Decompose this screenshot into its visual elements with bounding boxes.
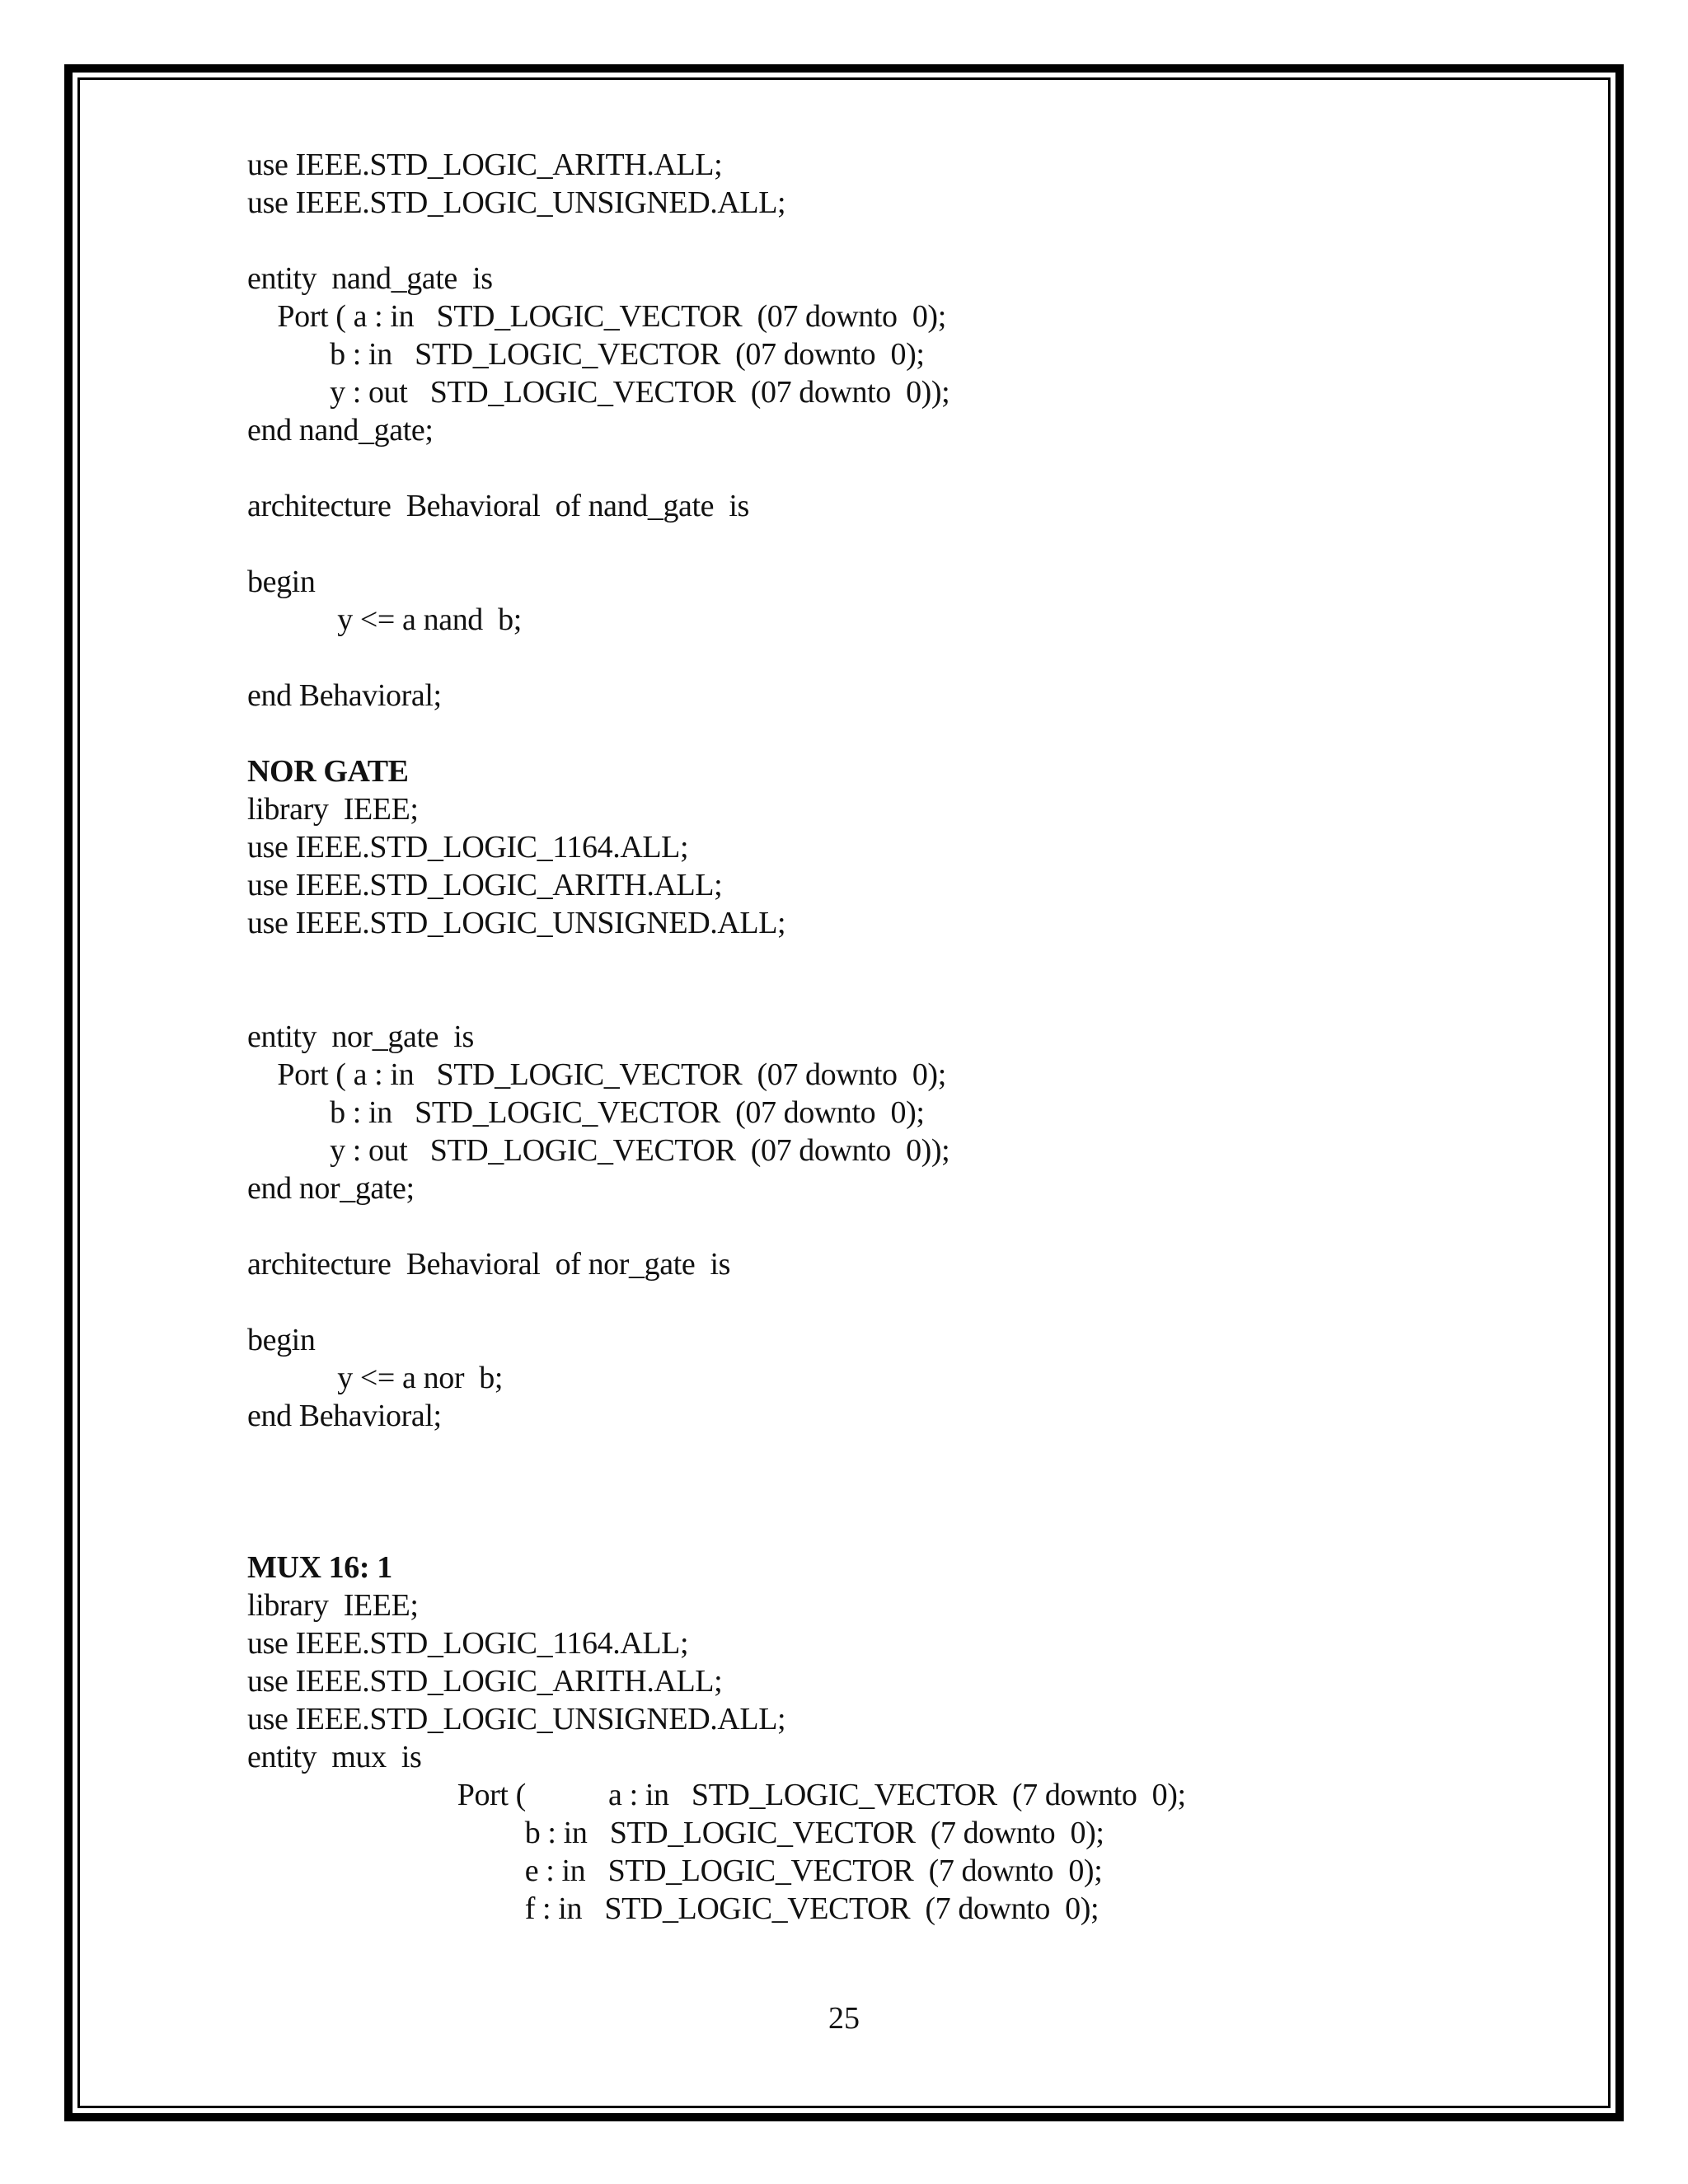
code-line: use IEEE.STD_LOGIC_UNSIGNED.ALL; bbox=[247, 185, 786, 220]
code-line: y <= a nand b; bbox=[247, 602, 522, 637]
code-line: begin bbox=[247, 565, 316, 599]
spacer bbox=[247, 1473, 1533, 1511]
code-line: entity mux is bbox=[247, 1740, 422, 1774]
code-line: Port ( a : in STD_LOGIC_VECTOR (07 downto 0); bbox=[247, 299, 946, 334]
code-line: use IEEE.STD_LOGIC_UNSIGNED.ALL; bbox=[247, 906, 786, 940]
nor-gate-section bbox=[247, 752, 1533, 1435]
code-line: e : in STD_LOGIC_VECTOR (7 downto 0); bbox=[247, 1854, 1103, 1888]
code-line: y <= a nor b; bbox=[247, 1361, 504, 1395]
code-line bbox=[247, 1207, 1533, 1245]
page-number: 25 bbox=[828, 2001, 860, 2036]
code-line: b : in STD_LOGIC_VECTOR (07 downto 0); bbox=[247, 1095, 925, 1130]
code-line bbox=[247, 942, 1533, 980]
code-line bbox=[247, 639, 1533, 677]
code-line: architecture Behavioral of nand_gate is bbox=[247, 489, 749, 523]
spacer bbox=[247, 1511, 1533, 1549]
code-line: b : in STD_LOGIC_VECTOR (7 downto 0); bbox=[247, 1816, 1104, 1850]
code-line: use IEEE.STD_LOGIC_1164.ALL; bbox=[247, 830, 689, 865]
code-line: end nand_gate; bbox=[247, 413, 434, 448]
code-line: f : in STD_LOGIC_VECTOR (7 downto 0); bbox=[247, 1891, 1100, 1926]
mux-section bbox=[247, 1549, 1533, 1928]
code-line: end nor_gate; bbox=[247, 1171, 415, 1206]
code-line: architecture Behavioral of nor_gate is bbox=[247, 1247, 731, 1282]
code-line bbox=[247, 525, 1533, 563]
section-heading: MUX 16: 1 bbox=[247, 1550, 392, 1585]
code-line: y : out STD_LOGIC_VECTOR (07 downto 0)); bbox=[247, 1133, 950, 1168]
code-line: use IEEE.STD_LOGIC_1164.ALL; bbox=[247, 1626, 689, 1661]
code-line bbox=[247, 980, 1533, 1018]
nand-gate-code-block bbox=[247, 146, 1533, 715]
code-line: end Behavioral; bbox=[247, 1399, 442, 1433]
code-line: use IEEE.STD_LOGIC_ARITH.ALL; bbox=[247, 868, 723, 902]
code-line: begin bbox=[247, 1323, 316, 1357]
code-line: end Behavioral; bbox=[247, 678, 442, 713]
code-line: Port ( a : in STD_LOGIC_VECTOR (07 downto 0); bbox=[247, 1057, 946, 1092]
code-line: use IEEE.STD_LOGIC_UNSIGNED.ALL; bbox=[247, 1702, 786, 1736]
section-heading: NOR GATE bbox=[247, 754, 409, 789]
document-body bbox=[247, 146, 1533, 1928]
code-line: use IEEE.STD_LOGIC_ARITH.ALL; bbox=[247, 148, 723, 182]
code-line: Port ( a : in STD_LOGIC_VECTOR (7 downto 0); bbox=[247, 1778, 1186, 1812]
code-line bbox=[247, 1283, 1533, 1321]
code-line: entity nand_gate is bbox=[247, 261, 493, 296]
spacer bbox=[247, 1435, 1533, 1473]
code-line bbox=[247, 222, 1533, 260]
code-line: library IEEE; bbox=[247, 1588, 419, 1623]
code-line: library IEEE; bbox=[247, 792, 419, 827]
code-line: b : in STD_LOGIC_VECTOR (07 downto 0); bbox=[247, 337, 925, 372]
code-line: y : out STD_LOGIC_VECTOR (07 downto 0)); bbox=[247, 375, 950, 410]
code-line bbox=[247, 449, 1533, 487]
code-line: entity nor_gate is bbox=[247, 1019, 474, 1054]
spacer bbox=[247, 715, 1533, 752]
code-line: use IEEE.STD_LOGIC_ARITH.ALL; bbox=[247, 1664, 723, 1699]
